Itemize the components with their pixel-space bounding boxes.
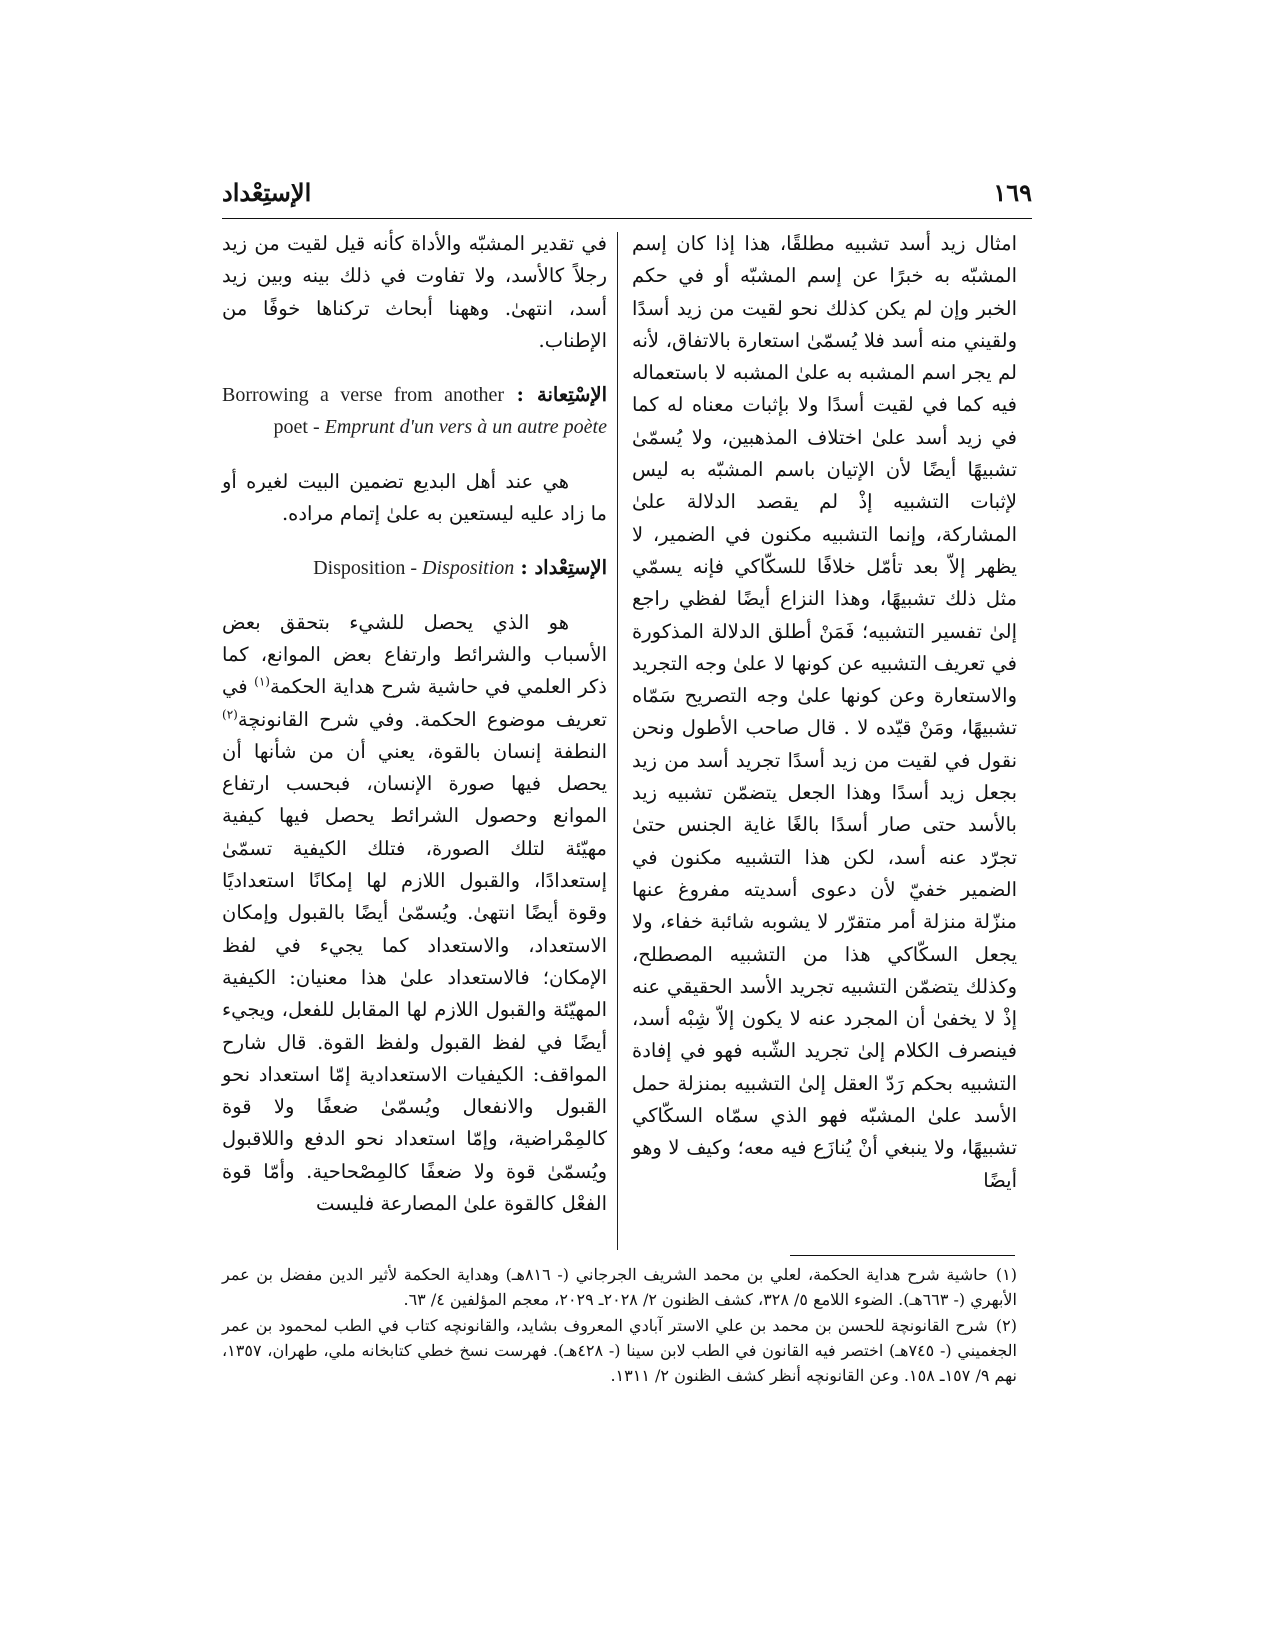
translation-english: Disposition - [313,557,423,580]
entry-headword: الإسْتِعانة : [516,383,607,407]
page-header [222,178,1032,219]
entry-istidad [222,552,607,1220]
entry-heading [222,552,607,584]
definition-part-2: في تعريف موضوع الحكمة. وفي شرح القانونچة [222,675,607,731]
definition-part-1: هو الذي يحصل للشيء بتحقق بعض الأسباب والشرائط وارتفاع بعض الموانع، كما ذكر العلمي في حاشية شرح هداية الحكمة [222,610,607,699]
footnote-text: شرح القانونچة للحسن بن محمد بن علي الاستر آبادي المعروف بشايد، والقانونچه كتاب في الطب لمحمود بن عمر الجغميني (- ٧٤٥هـ) اختصر فيه القانون في الطب لابن سينا (- ٤٢٨هـ). فهرست نسخ خطي كتابخانه ملي، طهران، ١٣٥٧، نهم ٩/ ١٥٧ـ ١٥٨. وعن القانونچه أنظر كشف الظنون ٢/ ١٣١١. [222,1316,1017,1385]
footnote-number: (٢) [995,1316,1018,1335]
left-column [222,228,607,1220]
footnote-number: (١) [995,1265,1017,1284]
column-divider [617,232,618,1250]
right-column [632,228,1017,1197]
page-number: ١٦٩ [993,178,1032,207]
translation-french: Disposition [422,557,515,580]
continuation-paragraph: في تقدير المشبّه والأداة كأنه قيل لقيت من زيد رجلاً كالأسد، ولا تفاوت في ذلك بينه وبين زيد أسد، انتهىٰ. وههنا أبحاث تركناها خوفًا من الإطناب. [222,232,607,352]
translation-french: Emprunt d'un vers à un autre poète [324,416,607,439]
running-title: الإستِعْداد [222,178,312,207]
footnotes [222,1262,1017,1389]
footnote-ref-2[interactable]: (٢) [222,707,238,722]
entry-definition [222,607,607,1221]
right-column-text: امثال زيد أسد تشبيه مطلقًا، هذا إذا كان إسم المشبّه به خبرًا عن إسم المشبّه أو في حكم الخبر وإن لم يكن كذلك نحو لقيت من زيد أسدًا ولقيني منه أسد فلا يُسمّىٰ استعارة بالاتفاق، لأنه لم يجر اسم المشبه به علىٰ المشبه لا باستعماله فيه كما في لقيت أسدًا ولا بإثبات معناه له كما في زيد أسد علىٰ اختلاف المذهبين، ولا يُسمّىٰ تشبيهًا أيضًا لأن الإتيان باسم المشبّه به ليس لإثبات التشبيه إذْ لم يقصد الدلالة علىٰ المشاركة، وإنما التشبيه مكنون في الضمير، لا يظهر إلاّ بعد تأمّل خلافًا للسكّاكي فإنه يسمّي مثل ذلك تشبيهًا، وهذا النزاع أيضًا لفظي راجع إلىٰ تفسير التشبيه؛ فَمَنْ أطلق الدلالة المذكورة في تعريف التشبيه عن كونها لا علىٰ وجه التجريد والاستعارة وعن كونها علىٰ وجه التصريح سَمّاه تشبيهًا، ومَنْ قيّده لا . قال صاحب الأطول ونحن نقول في لقيت من زيد أسدًا تجريد أسد من زيد بجعل زيد أسدًا وهذا الجعل يتضمّن تشبيه زيد بالأسد حتى صار أسدًا بالغًا غاية الجنس حتىٰ تجرّد عنه أسد، لكن هذا التشبيه مكنون في الضمير خفيّ لأن دعوى أسديته مفروغ عنها منزّلة منزلة أمر متقرّر لا يشوبه شائبة خفاء، ولا يجعل السكّاكي هذا من التشبيه المصطلح، وكذلك يتضمّن التشبيه تجريد الأسد الحقيقي عنه إذْ لا يخفىٰ أن المجرد عنه لا يكون إلاّ شِبْه أسد، فينصرف الكلام إلىٰ تجريد الشّبه فهو في إفادة التشبيه بحكم رَدّ العقل إلىٰ التشبيه بمنزلة حمل الأسد علىٰ المشبّه فهو الذي سمّاه السكّاكي تشبيهًا، ولا ينبغي أنْ يُنازَع فيه معه؛ وكيف لا وهو أيضًا [632,232,1017,1192]
entry-headword: الإستِعْداد : [520,556,607,580]
footnote-2 [222,1313,1017,1388]
definition-part-3: النطفة إنسان بالقوة، يعني أن من شأنها أن يحصل فيها صورة الإنسان، فبحسب ارتفاع الموانع وحصول الشرائط يحصل فيها كيفية مهيّئة لتلك الصورة، فتلك الكيفية تسمّىٰ إستعدادًا، والقبول اللازم لها إمكانًا استعداديًا وقوة أيضًا انتهىٰ. ويُسمّىٰ أيضًا بالقبول وإمكان الاستعداد، والاستعداد كما يجيء في لفظ الإمكان؛ فالاستعداد علىٰ هذا معنيان: الكيفية المهيّئة والقبول اللازم لها المقابل للفعل، ويجيء أيضًا في لفظ القبول ولفظ القوة. قال شارح المواقف: الكيفيات الاستعدادية إمّا استعداد نحو القبول والانفعال ويُسمّىٰ ضعفًا ولا قوة كالمِمْراضية، وإمّا استعداد نحو الدفع واللاقبول ويُسمّىٰ قوة ولا ضعفًا كالمِصْحاحية. وأمّا قوة الفعْل كالقوة علىٰ المصارعة فليست [222,739,607,1216]
translation-english: Borrowing a verse from another poet - [222,384,505,439]
footnote-separator [790,1255,1015,1256]
entry-definition: هي عند أهل البديع تضمين البيت لغيره أو ما زاد عليه ليستعين به علىٰ إتمام مراده. [222,469,607,526]
entry-heading [222,379,607,444]
footnote-1 [222,1262,1017,1312]
footnote-text: حاشية شرح هداية الحكمة، لعلي بن محمد الشريف الجرجاني (- ٨١٦هـ) وهداية الحكمة لأثير الدين مفضل بن عمر الأبهري (- ٦٦٣هـ). الضوء اللامع ٥/ ٣٢٨، كشف الظنون ٢/ ٢٠٢٨ـ ٢٠٢٩، معجم المؤلفين ٤/ ٦٣. [222,1265,1017,1309]
footnote-ref-1[interactable]: (١) [254,674,270,689]
entry-translation [313,557,514,579]
entry-istiana [222,379,607,530]
